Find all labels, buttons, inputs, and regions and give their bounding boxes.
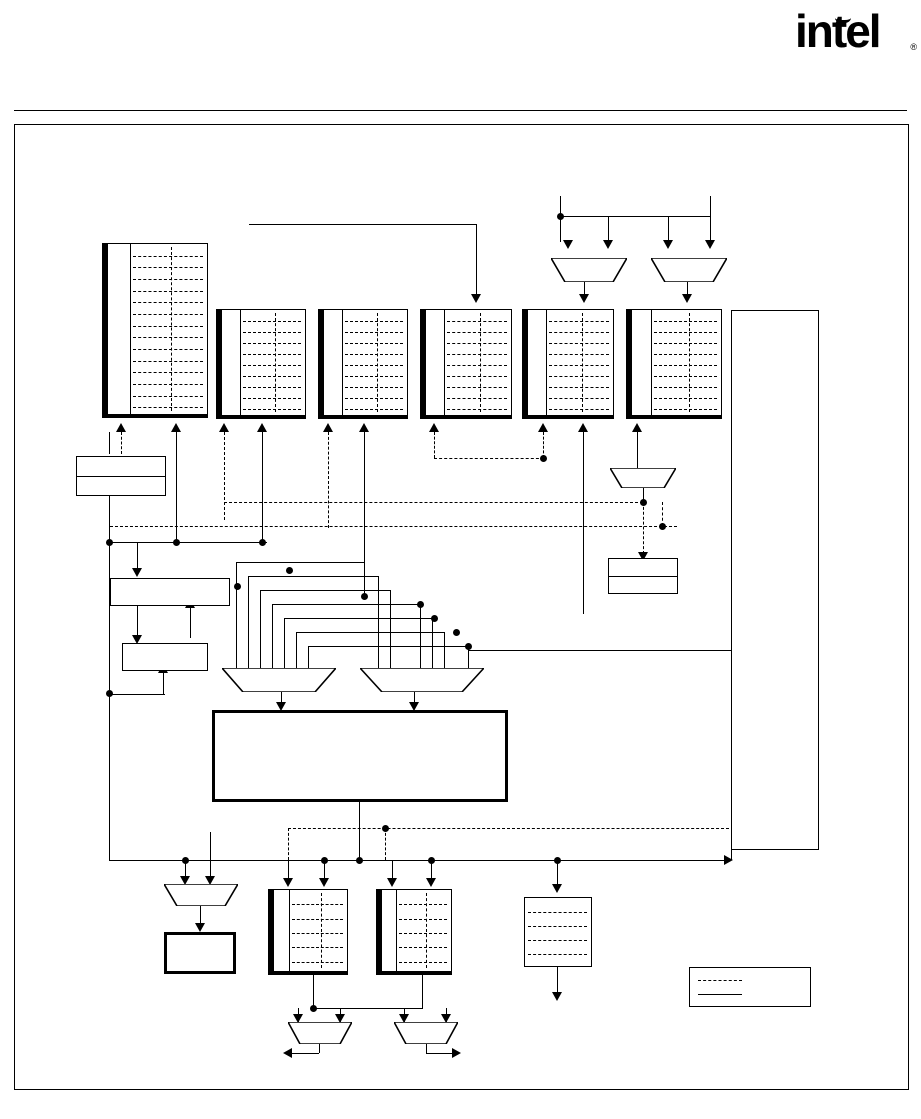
mux-out-left (288, 1022, 352, 1044)
junction-cb-e (431, 615, 438, 622)
legend-dashed-line (698, 980, 742, 981)
register-file-7 (376, 889, 452, 975)
legend (689, 967, 811, 1007)
wire-mux-tr-in1 (668, 216, 669, 242)
register-file-0-cols (103, 244, 207, 414)
junction-cb-b (361, 593, 368, 600)
wire-rf4-in (583, 432, 584, 614)
crossbar-v-10 (420, 604, 421, 668)
wire-left-bus-h (109, 542, 267, 543)
register-file-2 (318, 309, 408, 419)
control-block-a (110, 578, 230, 606)
register-file-3-cols (421, 310, 511, 415)
arrow-mux-tl-in1 (563, 240, 573, 249)
wire-mux-cross (560, 216, 710, 217)
control-block-b (122, 643, 208, 671)
junction-cb-d (417, 601, 424, 608)
register-file-1 (216, 309, 306, 419)
wire-left-down (109, 694, 110, 860)
legend-solid-line (698, 994, 742, 995)
mux-top-right (651, 258, 727, 282)
wire-ctrl-ab (137, 606, 138, 638)
arrow-rf2-ctrl (323, 423, 333, 432)
arrow-rf8-in (552, 884, 562, 893)
register-file-8 (524, 897, 592, 967)
wire-mux-out-right-drop (426, 1044, 427, 1053)
register-file-2-cols (319, 310, 407, 415)
register-file-5-cols (627, 310, 721, 415)
latch-upper-left (76, 456, 166, 496)
wire-right-block-feed (468, 650, 733, 651)
crossbar-h-5 (284, 618, 432, 619)
registered-mark: ® (910, 42, 917, 52)
wire-mux-out-left-out (291, 1053, 319, 1054)
arrow-mux-out-left-out (283, 1048, 292, 1058)
junction-cb-f (453, 629, 460, 636)
wire-latch-up (109, 496, 110, 542)
mux-top-left (551, 258, 627, 282)
crossbar-v-4 (272, 604, 273, 668)
crossbar-h-2 (248, 576, 378, 577)
wire-rf3-ctrl-h (434, 458, 544, 459)
wire-mux-mr-down (643, 502, 644, 554)
register-file-4-cols (523, 310, 613, 415)
wire-left-vertical (109, 542, 110, 694)
crossbar-h-4 (272, 604, 420, 605)
wire-mux-bl-in (210, 832, 211, 882)
arrow-rf1-in (257, 423, 267, 432)
register-file-3 (420, 309, 512, 419)
arrow-to-register-file-3 (471, 294, 481, 303)
register-file-4 (522, 309, 614, 419)
junction-result-bus-center (356, 857, 363, 864)
wire-top-feed-drop (476, 224, 477, 296)
junction-cb-a (286, 567, 293, 574)
crossbar-v-3 (260, 590, 261, 668)
arrow-rf4-ctrl (538, 423, 548, 432)
arrow-mux-tr-in1 (663, 240, 673, 249)
arrow-mux-tl-out (579, 294, 589, 303)
crossbar-v-11 (432, 618, 433, 668)
execution-unit (212, 710, 508, 802)
junction-bus-b (259, 539, 266, 546)
crossbar-v-12 (444, 632, 445, 668)
small-block-right-divider (609, 576, 677, 577)
wire-writeback-left (288, 828, 289, 860)
right-tall-block (731, 310, 819, 850)
crossbar-v-1 (236, 562, 237, 668)
junction-mux-cross (557, 213, 564, 220)
arrow-rf5-in (632, 423, 642, 432)
wire-rf5-in (637, 432, 638, 468)
wire-mux-tr-stem (710, 196, 711, 216)
mux-mid-right (610, 468, 676, 488)
mux-out-right (394, 1022, 458, 1044)
crossbar-v-6 (296, 632, 297, 668)
junction-cb-c (234, 583, 241, 590)
junction-cb-g (465, 643, 472, 650)
arrow-mux-tr-out (682, 294, 692, 303)
junction-bus-a (173, 539, 180, 546)
arrow-rf6-in-b (319, 878, 329, 887)
wire-rf1-ctrl-dashed (224, 432, 225, 520)
header-rule (14, 110, 907, 111)
wire-mux-out-right-out (426, 1053, 454, 1054)
register-file-8-rows (525, 898, 591, 966)
result-bus (109, 860, 729, 861)
arrow-ctrl-a-in (132, 568, 142, 577)
arrow-rf2-in (359, 423, 369, 432)
arrow-mux-out-right-out (452, 1048, 461, 1058)
mux-exec-left (222, 668, 336, 692)
crossbar-h-6 (296, 632, 444, 633)
small-block-right (608, 558, 678, 594)
arrow-rf3-ctrl (429, 423, 439, 432)
crossbar-v-9 (390, 590, 391, 668)
crossbar-v-2 (248, 576, 249, 668)
wire-dashed-bus-link (662, 502, 663, 526)
wire-rf0-ctrl-dashed (121, 432, 122, 454)
arrow-rf7-in-a (387, 878, 397, 887)
latch-upper-left-divider (77, 476, 165, 477)
dashed-bus-lower (110, 526, 677, 527)
arrow-mux-tr-in2 (705, 240, 715, 249)
wire-writeback-right (385, 828, 386, 860)
arrow-bottom-left-block (195, 923, 205, 932)
arrow-mux-tl-in2 (603, 240, 613, 249)
wire-ctrl-b-out-h (109, 694, 165, 695)
arrow-rf7-in-b (426, 878, 436, 887)
dashed-writeback-bus (288, 828, 729, 829)
junction-rf-ctrl (540, 455, 547, 462)
wire-rf3-ctrl-dashed (434, 432, 435, 458)
wire-rf2-in (364, 432, 365, 596)
arrow-rf4-in (578, 423, 588, 432)
arrow-rf1-ctrl (219, 423, 229, 432)
wire-rf2-ctrl-dashed (328, 432, 329, 528)
wire-mux-out-left-drop (319, 1044, 320, 1053)
bottom-left-block (164, 932, 236, 974)
crossbar-v-5 (284, 618, 285, 668)
wire-rf0-in-a (109, 432, 110, 454)
wire-rf1-in (262, 432, 263, 540)
intel-logo (795, 5, 917, 57)
logo-swoosh-icon (835, 10, 851, 23)
wire-rf8-out (557, 967, 558, 995)
wire-out-cross (313, 1008, 423, 1009)
crossbar-h-3 (260, 590, 390, 591)
dashed-bus-upper (224, 502, 643, 503)
wire-exec-out (359, 802, 360, 860)
wire-ctrl-ba (190, 606, 191, 638)
register-file-0 (102, 243, 208, 418)
intel-wordmark: intel (795, 5, 880, 57)
arrow-rf6-in-a (283, 878, 293, 887)
crossbar-v-7 (308, 646, 309, 668)
wire-mux-tl-in2 (608, 216, 609, 242)
mux-bottom-left (164, 884, 238, 906)
arrow-rf0-in-b (171, 423, 181, 432)
wire-rf7-out (422, 975, 423, 1008)
wire-ctrl-b-out (163, 671, 164, 695)
wire-top-feed (249, 224, 477, 225)
arrow-rf8-out (552, 992, 562, 1001)
arrow-rf0-ctrl (116, 423, 126, 432)
register-file-6-cols (269, 890, 347, 971)
register-file-5 (626, 309, 722, 419)
wire-rf6-out (313, 975, 314, 995)
wire-ctrl-a-in (137, 542, 138, 570)
wire-out-left-stem (313, 995, 314, 1008)
register-file-7-cols (377, 890, 451, 971)
crossbar-v-8 (378, 576, 379, 668)
register-file-6 (268, 889, 348, 975)
crossbar-h-1 (236, 562, 364, 563)
register-file-1-cols (217, 310, 305, 415)
wire-mux-tr-in2 (710, 216, 711, 242)
mux-exec-right (360, 668, 484, 692)
